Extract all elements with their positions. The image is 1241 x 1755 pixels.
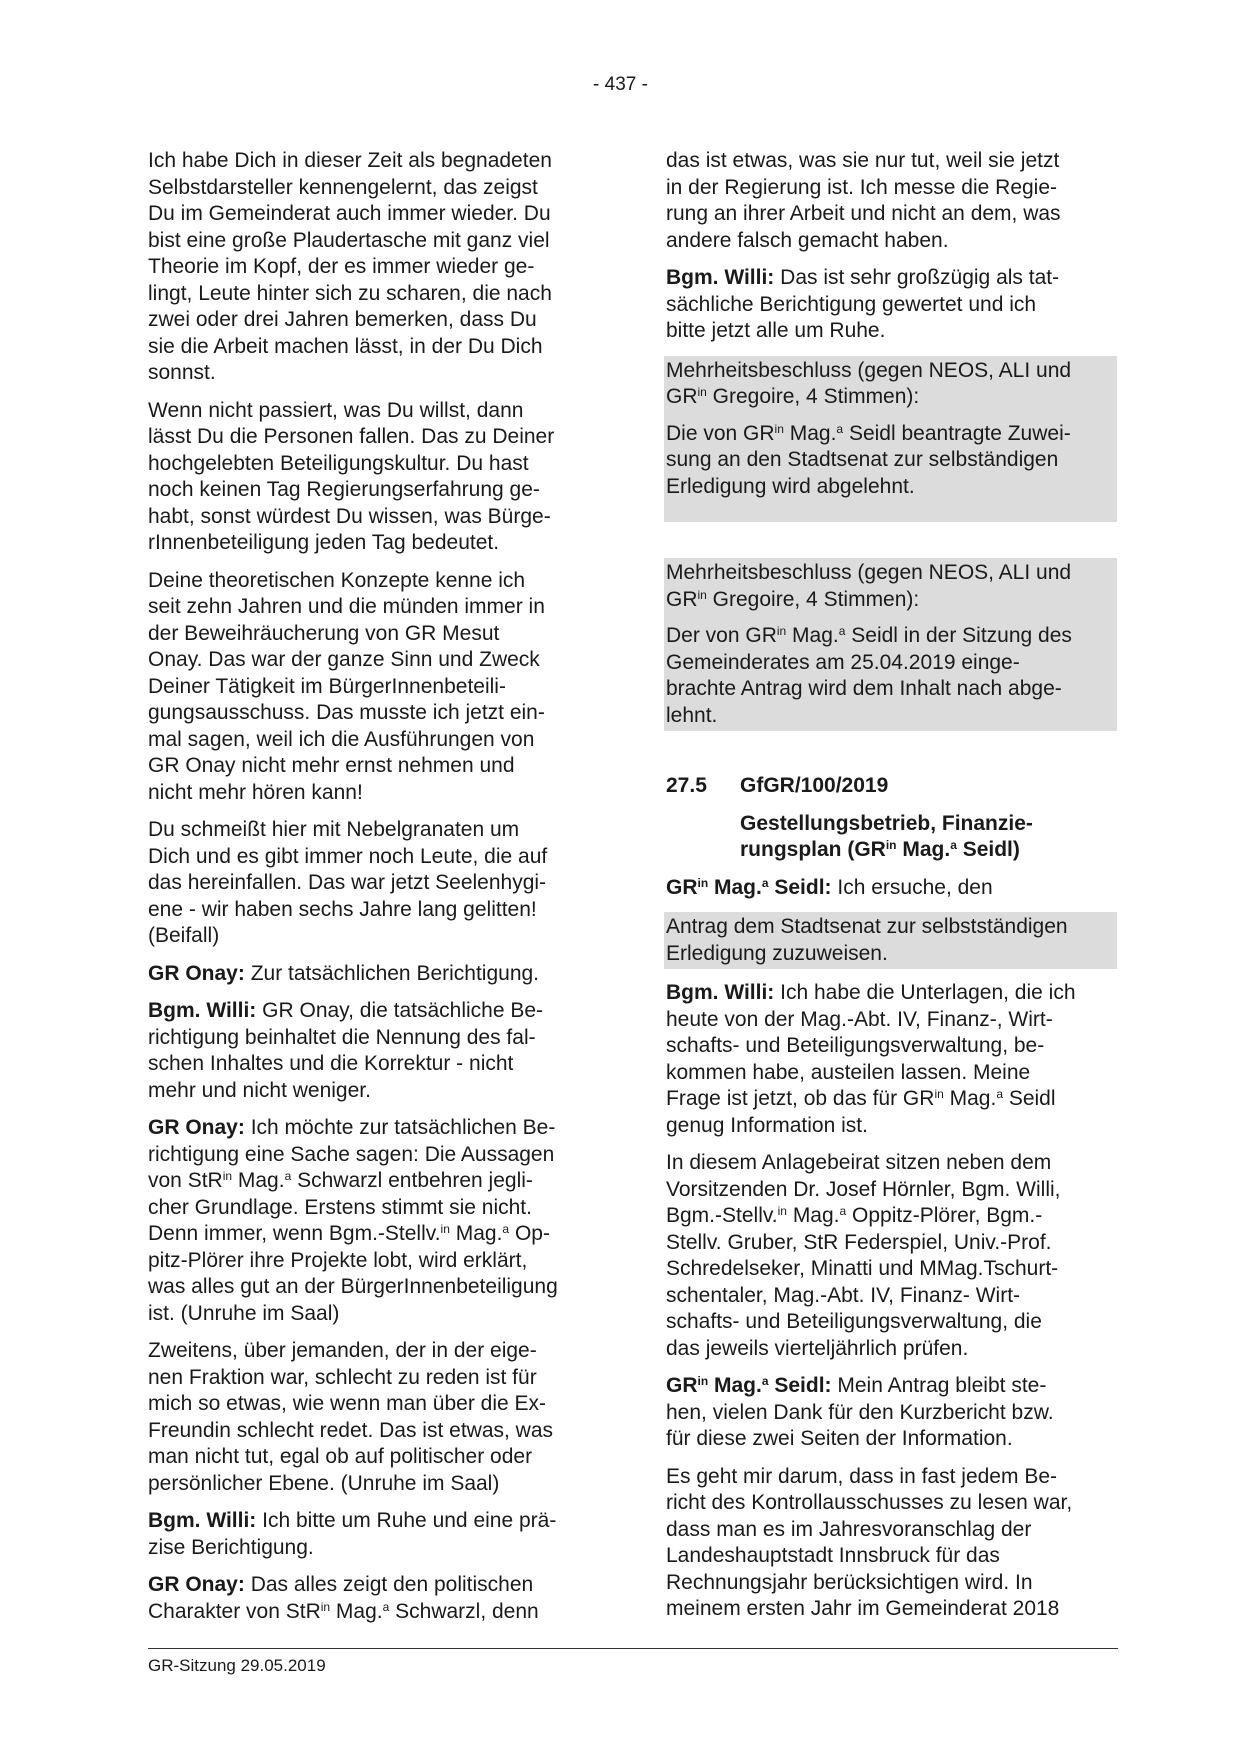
text-line: sächliche Berichtigung gewertet und ich (666, 292, 1037, 316)
text-line: meinem ersten Jahr im Gemeinderat 2018 (666, 1597, 1060, 1620)
text-run: Bgm.-Stellv. (666, 1204, 778, 1227)
text-line: richt des Kontrollausschusses zu lesen war, (666, 1491, 1073, 1514)
text-line: das ist etwas, was sie nur tut, weil sie jetzt (666, 149, 1060, 172)
text-line (666, 623, 1113, 650)
text-line: für diese zwei Seiten der Information. (666, 1427, 1013, 1450)
page-number: - 437 - (593, 74, 648, 95)
speaker-label: Bgm. Willi: (148, 999, 257, 1022)
resolution-box (664, 356, 1117, 523)
speech-text: Das ist sehr großzügig als tat- (774, 266, 1060, 289)
text-line: sung an den Stadtsenat zur selbständigen (666, 448, 1059, 471)
left-column (148, 148, 586, 1636)
text-line (148, 1508, 586, 1535)
text-run: GR (666, 1374, 698, 1397)
text-line: lässt Du die Personen fallen. Das zu Deiner (148, 425, 555, 448)
text-line: sie die Arbeit machen lässt, in der Du Dich (148, 334, 543, 358)
text-run: Mag. (783, 421, 837, 445)
spacer (666, 731, 1117, 773)
text-run: GR (666, 875, 698, 899)
text-run: Seidl beantragte Zuwei- (843, 421, 1071, 445)
text-line: bitte jetzt alle um Ruhe. (666, 319, 886, 342)
text-run: Schwarzl, denn (389, 1599, 539, 1623)
paragraph (148, 817, 586, 950)
text-run: Die von GR (666, 421, 775, 445)
text-run: Mag. (708, 875, 762, 899)
paragraph (148, 961, 586, 988)
paragraph (148, 998, 586, 1104)
text-line: mehr und nicht weniger. (148, 1078, 371, 1102)
text-line: rung an ihrer Arbeit und nicht an dem, was (666, 202, 1061, 225)
text-line: hen, vielen Dank für den Kurzbericht bzw. (666, 1400, 1054, 1424)
speech-text: Ich möchte zur tatsächlichen Be- (244, 1116, 556, 1139)
text-line: Vorsitzenden Dr. Josef Hörnler, Bgm. Willi, (666, 1177, 1061, 1201)
speech-text: Ich habe die Unterlagen, die ich (774, 981, 1076, 1004)
text-run: Seidl: (768, 875, 832, 899)
text-line (148, 1221, 586, 1248)
text-line: der Beweihräucherung von GR Mesut (148, 621, 500, 645)
text-line: nen Fraktion war, schlecht zu reden ist für (148, 1365, 537, 1389)
text-line: Schredelseker, Minatti und MMag.Tschurt- (666, 1257, 1059, 1280)
text-line: pitz-Plörer ihre Projekte lobt, wird erklärt, (148, 1248, 528, 1272)
text-line (666, 587, 1113, 614)
text-line: Mehrheitsbeschluss (gegen NEOS, ALI und (666, 358, 1072, 382)
text-run: Mag. (708, 1374, 762, 1397)
text-run: Mag. (896, 838, 951, 861)
speech-text: Ich bitte um Ruhe und eine prä- (256, 1509, 557, 1532)
text-line: andere falsch gemacht haben. (666, 228, 949, 252)
agenda-item-number: 27.5 (666, 774, 707, 797)
text-line: Stellv. Gruber, StR Federspiel, Univ.-Prof. (666, 1230, 1052, 1254)
text-line (148, 998, 586, 1025)
text-line: Gemeinderates am 25.04.2019 einge- (666, 650, 1020, 674)
superscript: in (697, 587, 707, 602)
text-line: zwei oder drei Jahren bemerken, dass Du (148, 308, 537, 331)
paragraph (666, 914, 1113, 967)
paragraph (666, 1464, 1117, 1623)
text-line: schentaler, Mag.-Abt. IV, Finanz- Wirt- (666, 1283, 1021, 1307)
text-line: In diesem Anlagebeirat sitzen neben dem (666, 1151, 1052, 1174)
resolution-box (664, 558, 1117, 731)
text-line: persönlicher Ebene. (Unruhe im Saal) (148, 1471, 500, 1495)
superscript: a (996, 1087, 1003, 1101)
text-line: Landeshauptstadt Innsbruck für das (666, 1544, 1000, 1567)
text-line: Es geht mir darum, dass in fast jedem Be- (666, 1464, 1057, 1488)
superscript: a (838, 624, 846, 638)
speaker-label: GR Onay: (148, 1573, 245, 1596)
superscript: in (934, 1087, 944, 1101)
paragraph (148, 1115, 586, 1327)
text-line: richtigung eine Sache sagen: Die Aussagen (148, 1142, 555, 1166)
text-line: schafts- und Beteiligungsverwaltung, die (666, 1310, 1042, 1333)
text-line (666, 980, 1117, 1007)
footer-session-date: GR-Sitzung 29.05.2019 (148, 1656, 326, 1675)
text-line: nicht mehr hören kann! (148, 780, 363, 804)
right-column (666, 148, 1117, 1634)
text-run: Mag. (786, 1204, 840, 1227)
speaker-label (666, 1374, 832, 1397)
text-line: Onay. Das war der ganze Sinn und Zweck (148, 648, 540, 671)
text-line: schen Inhaltes und die Korrektur - nicht (148, 1052, 514, 1075)
text-line: (Beifall) (148, 924, 220, 947)
text-line: genug Information ist. (666, 1113, 868, 1137)
text-run: rungsplan (GR (740, 838, 886, 861)
text-line: Selbstdarsteller kennengelernt, das zeigst (148, 175, 538, 199)
text-line: cher Grundlage. Erstens stimmt sie nicht. (148, 1195, 532, 1219)
text-run: Mag. (449, 1222, 503, 1245)
paragraph (666, 148, 1117, 254)
text-line (666, 265, 1117, 292)
text-run: Der von GR (666, 624, 777, 647)
text-line: sonnst. (148, 361, 216, 384)
superscript: in (774, 421, 784, 436)
text-line: Antrag dem Stadtsenat zur selbstständigen (666, 915, 1068, 938)
superscript: a (382, 1599, 390, 1614)
text-line (666, 875, 1117, 902)
text-line: heute von der Mag.-Abt. IV, Finanz-, Wirt- (666, 1007, 1053, 1031)
speech-text: GR Onay, die tatsächliche Be- (256, 999, 544, 1022)
text-line: Dich und es gibt immer noch Leute, die auf (148, 844, 548, 868)
speech-text: Das alles zeigt den politischen (244, 1573, 534, 1596)
text-line: man nicht tut, egal ob auf politischer oder (148, 1445, 533, 1468)
text-line (148, 1168, 586, 1195)
superscript: in (320, 1599, 331, 1614)
text-run: Frage ist jetzt, ob das für GR (666, 1087, 935, 1110)
text-line: das hereinfallen. Das war jetzt Seelenhygi- (148, 871, 547, 894)
text-line: hochgelebten Beteiligungskultur. Du hast (148, 451, 529, 475)
text-line: Rechnungsjahr berücksichtigen wird. In (666, 1570, 1033, 1594)
text-line: richtigung beinhaltet die Nennung des fal- (148, 1025, 536, 1049)
paragraph (148, 1338, 586, 1497)
speaker-label: Bgm. Willi: (148, 1509, 257, 1532)
text-line: schafts- und Beteiligungsverwaltung, be- (666, 1034, 1045, 1057)
text-run: Schwarzl entbehren jegli- (291, 1169, 533, 1192)
agenda-item-code: GfGR/100/2019 (740, 774, 889, 797)
text-line: Du im Gemeinderat auch immer wieder. Du (148, 202, 551, 225)
speaker-label: Bgm. Willi: (666, 266, 775, 289)
text-line (666, 1373, 1117, 1400)
superscript: in (885, 838, 897, 852)
text-run: Oppitz-Plörer, Bgm.- (846, 1204, 1043, 1227)
paragraph (666, 980, 1117, 1139)
text-line: Du schmeißt hier mit Nebelgranaten um (148, 818, 520, 841)
text-line (148, 1572, 586, 1599)
speech-text: Ich ersuche, den (831, 875, 993, 899)
text-line: GR Onay nicht mehr ernst nehmen und (148, 754, 515, 777)
text-line: das jeweils vierteljährlich prüfen. (666, 1336, 969, 1360)
paragraph (148, 568, 586, 807)
paragraph (666, 265, 1117, 345)
text-run: Gregoire, 4 Stimmen): (706, 587, 920, 611)
text-run: von StR (148, 1169, 223, 1192)
paragraph (148, 1572, 586, 1625)
text-line: was alles gut an der BürgerInnenbeteiligung (148, 1275, 558, 1298)
agenda-item-heading (666, 773, 1117, 800)
paragraph (666, 560, 1113, 613)
text-line: zise Berichtigung. (148, 1535, 314, 1559)
paragraph (666, 1373, 1117, 1453)
agenda-item-title (666, 811, 1117, 864)
text-run: Seidl in der Sitzung des (845, 624, 1072, 647)
text-line: Deine theoretischen Konzepte kenne ich (148, 568, 526, 592)
footer-divider (148, 1648, 1118, 1649)
text-line (666, 1086, 1117, 1113)
text-line: kommen habe, austeilen lassen. Meine (666, 1060, 1031, 1084)
superscript: a (284, 1169, 292, 1183)
superscript: a (836, 421, 844, 436)
text-line (666, 1203, 1117, 1230)
speech-text: Zur tatsächlichen Berichtigung. (244, 961, 540, 985)
text-line: lehnt. (666, 703, 718, 727)
text-run: Mag. (330, 1599, 383, 1623)
speech-text: Mein Antrag bleibt ste- (831, 1374, 1047, 1397)
text-line: Theorie im Kopf, der es immer wieder ge- (148, 255, 535, 278)
text-line: Erledigung zuzuweisen. (666, 941, 888, 965)
text-line: Wenn nicht passiert, was Du willst, dann (148, 398, 524, 422)
speaker-label (666, 876, 832, 899)
text-line: brachte Antrag wird dem Inhalt nach abge- (666, 677, 1062, 700)
text-line: Gestellungsbetrieb, Finanzie- (740, 811, 1033, 835)
text-line: Mehrheitsbeschluss (gegen NEOS, ALI und (666, 561, 1072, 584)
text-line: in der Regierung ist. Ich messe die Regie- (666, 175, 1058, 199)
text-run: Mag. (786, 624, 839, 647)
text-line: seit zehn Jahren und die münden immer in (148, 595, 545, 618)
text-run: Charakter von StR (148, 1599, 321, 1623)
speaker-label: GR Onay: (148, 961, 245, 985)
text-line (666, 421, 1113, 448)
text-run: Gregoire, 4 Stimmen): (706, 385, 920, 408)
text-line: dass man es im Jahresvoranschlag der (666, 1517, 1032, 1541)
superscript: a (839, 1204, 847, 1218)
superscript: a (761, 1374, 769, 1388)
superscript: in (776, 624, 787, 638)
paragraph (666, 623, 1113, 729)
text-line (148, 1115, 586, 1142)
text-line (666, 384, 1113, 411)
superscript: in (697, 385, 707, 399)
superscript: a (761, 875, 769, 890)
text-line: gungsausschuss. Das musste ich jetzt ein- (148, 701, 545, 724)
paragraph (666, 1150, 1117, 1362)
text-line: habt, sonst würdest Du wissen, was Bürge- (148, 504, 551, 528)
paragraph (148, 398, 586, 557)
superscript: in (222, 1169, 233, 1183)
text-line (148, 961, 586, 988)
motion-box (664, 912, 1117, 969)
text-line: lingt, Leute hinter sich zu scharen, die nach (148, 281, 552, 305)
text-run: Op- (509, 1222, 550, 1245)
superscript: a (950, 838, 957, 852)
text-line: Zweitens, über jemanden, der in der eige- (148, 1339, 537, 1362)
text-run: GR (666, 385, 698, 408)
text-line: mal sagen, weil ich die Ausführungen von (148, 727, 535, 751)
text-line: mich so etwas, wie wenn man über die Ex- (148, 1392, 547, 1415)
paragraph (148, 1508, 586, 1561)
superscript: in (697, 875, 709, 890)
text-run: Mag. (943, 1087, 997, 1110)
text-line: Freundin schlecht redet. Das ist etwas, was (148, 1418, 554, 1442)
text-run: Mag. (232, 1169, 285, 1192)
superscript: a (502, 1222, 510, 1236)
text-run: Seidl (1003, 1087, 1056, 1110)
text-line: ene - wir haben sechs Jahre lang gelitten! (148, 897, 537, 921)
superscript: in (777, 1204, 787, 1218)
speaker-label: Bgm. Willi: (666, 981, 775, 1004)
paragraph (148, 148, 586, 387)
superscript: in (697, 1374, 709, 1388)
text-run: Seidl: (768, 1374, 832, 1397)
text-line (740, 837, 1117, 864)
paragraph (666, 875, 1117, 902)
text-line: ist. (Unruhe im Saal) (148, 1301, 340, 1325)
text-line: rInnenbeteiligung jeden Tag bedeutet. (148, 531, 500, 554)
text-run: Seidl) (956, 838, 1020, 861)
text-line: Erledigung wird abgelehnt. (666, 474, 915, 498)
text-line (148, 1599, 586, 1626)
spacer (666, 522, 1117, 558)
paragraph (666, 421, 1113, 501)
text-line: bist eine große Plaudertasche mit ganz viel (148, 228, 550, 252)
text-line: noch keinen Tag Regierungserfahrung ge- (148, 478, 540, 501)
text-run: Denn immer, wenn Bgm.-Stellv. (148, 1222, 441, 1245)
text-line: Ich habe Dich in dieser Zeit als begnadeten (148, 149, 552, 172)
superscript: in (440, 1222, 450, 1236)
paragraph (666, 358, 1113, 411)
speaker-label: GR Onay: (148, 1116, 245, 1139)
text-line: Deiner Tätigkeit im BürgerInnenbeteili- (148, 674, 506, 698)
text-run: GR (666, 587, 698, 611)
